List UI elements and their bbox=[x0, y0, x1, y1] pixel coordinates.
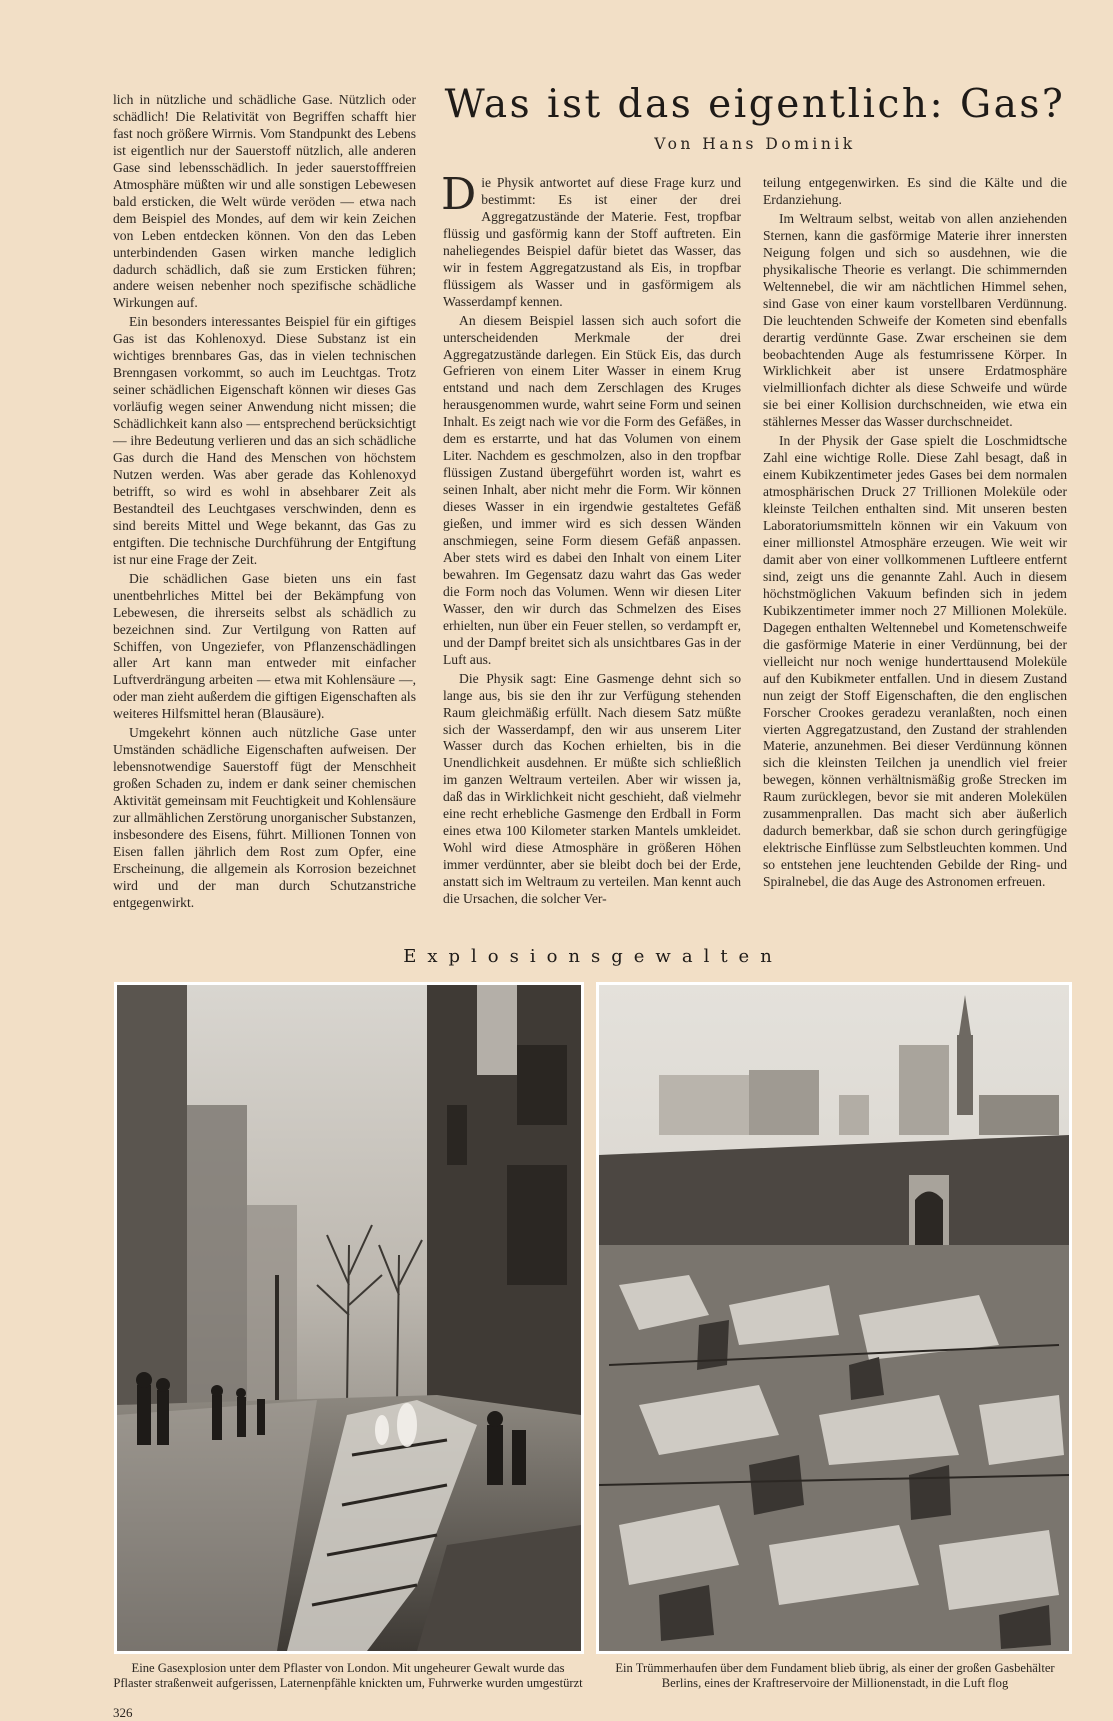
left-paragraph-3: Die schädlichen Gase bieten uns ein fast unentbehrliches Mittel bei der Bekämpfung von Lebewesen, die ihrerseits selbst als schädlich zu bezeichnen sind. Zur Vertilgung von Ratten auf Schiffen, von Ungeziefer, von Pflanzenschädlingen aller Art kann man entweder mit einfacher Luftverdrängung arbeiten — etwa mit Kohlensäure —, oder man zieht außerdem die giftigen Eigenschaften als weiteres Hilfsmittel heran (Blausäure). bbox=[113, 570, 416, 722]
right-paragraph-3: In der Physik der Gase spielt die Loschmidtsche Zahl eine wichtige Rolle. Diese Zahl besagt, daß in einem Kubikzentimeter jedes Gases bei dem normalen atmosphärischen Druck 27 Trillionen Moleküle oder kleinste Teilchen enthalten sind. Mit unseren besten Laboratoriumsmitteln können wir ein Vakuum von einer millionstel Atmosphäre erzeugen. Wie weit wir damit aber von einer vollkommenen Luftleere entfernt sind, zeigt uns die genannte Zahl. Auch in diesem höchstmöglichen Vakuum befinden sich in jedem Kubikzentimeter immer noch 27 Millionen Moleküle. Dagegen enthalten Weltennebel und Kometenschweife die gasförmige Materie in einer Verdünnung, bei der vielleicht nur noch wenige hunderttausend Moleküle auf den Kubikmeter entfallen. Und in diesem Zustand nun zeigt der Stoff Eigenschaften, die den englischen Forscher Crookes geradezu veranlaßten, noch einen vierten Aggregatzustand, den Zustand der strahlenden Materie, anzunehmen. Bei dieser Verdünnung können sich die kleinsten Teilchen ja unendlich viel freier bewegen, können verhältnismäßig große Strecken im Raum zurücklegen, bevor sie mit anderen Molekülen zusammenprallen. Das macht sich aber äußerlich dadurch bemerkbar, daß sie schon durch geringfügige elektrische Einflüsse zum Selbstleuchten kommen. Und so entstehen jene leuchtenden Gebilde der Ring- und Spiralnebel, die das Auge des Astronomen erfreuen. bbox=[763, 433, 1067, 890]
article-author: Von Hans Dominik bbox=[654, 135, 856, 153]
left-paragraph-1: lich in nützliche und schädliche Gase. Nützlich oder schädlich! Die Relativität von Begriffen schafft hier fast noch größere Wirrnis. Vom Standpunkt des Lebens ist eigentlich nur der Sauerstoff nützlich, alle anderen Gase sind lebensschädlich. In jeder sauerstofffreien Atmosphäre müßten wir und alle sonstigen Lebewesen bald ersticken, die Welt würde veröden — etwa nach dem Beispiel des Mondes, auf dem wir kein Zeichen von Leben entdecken können. Von den das Leben unterbindenden Gasen wirken manche lediglich dadurch schädlich, daß sie zum Ersticken führen; andere weisen nebenher noch spezifische schädliche Wirkungen auf. bbox=[113, 92, 416, 311]
right-text-column bbox=[763, 175, 1067, 891]
middle-paragraph-1-text: ie Physik antwortet auf diese Frage kurz und bestimmt: Es ist einer der drei Aggregatzustände der Materie. Fest, tropfbar flüssig und gasförmig kann der Stoff auftreten. Ein naheliegendes Beispiel dafür bietet das Wasser, das wir in festem Aggregatzustand als Eis, in tropfbar flüssigem als Wasser und in gasförmigem als Wasserdampf kennen. bbox=[443, 175, 741, 309]
middle-paragraph-3: Die Physik sagt: Eine Gasmenge dehnt sich so lange aus, bis sie den ihr zur Verfügung stehenden Raum gleichmäßig erfüllt. Nach diesem Satz müßte sich der Wasserdampf, den wir aus unserem Liter Wasser durch das Kochen erhielten, bis in die Unendlichkeit ausdehnen. Er müßte sich schließlich im ganzen Weltraum verteilen. Aber wir wissen ja, daß das in Wirklichkeit nicht geschieht, daß vielmehr eine recht erhebliche Gasmenge den Erdball in Form eines etwa 100 Kilometer starken Mantels umkleidet. Wohl wird diese Atmosphäre in größeren Höhen immer verdünnter, aber sie bleibt doch bei der Erde, anstatt sich im Weltraum zu verteilen. Man kennt auch die Ursachen, die solcher Ver- bbox=[443, 670, 741, 907]
caption-left: Eine Gasexplosion unter dem Pflaster von London. Mit ungeheurer Gewalt wurde das Pflaster straßenweit aufgerissen, Laternenpfähle knickten um, Fuhrwerke wurden umgestürzt bbox=[113, 1661, 583, 1690]
left-paragraph-2: Ein besonders interessantes Beispiel für ein giftiges Gas ist das Kohlenoxyd. Diese Substanz ist ein wichtiges brennbares Gas, das in vielen technischen Brenngasen vorkommt, so auch im Leuchtgas. Trotz seiner schädlichen Eigenschaft können wir dieses Gas vorläufig wegen seiner Anwendung nicht missen; die Schädlichkeit kann also — entsprechend berücksichtigt — ihre Bedeutung verlieren und das an sich schädliche Gas durch die Hand des Menschen von höchstem Nutzen werden. Was aber gerade das Kohlenoxyd betrifft, so wird es wohl in absehbarer Zeit als Bestandteil des Leuchtgases verschwinden, denn es sind bereits Mittel und Wege bekannt, das Gas zu entgiften. Die technische Durchführung der Entgiftung ist nur eine Frage der Zeit. bbox=[113, 314, 416, 567]
left-text-column bbox=[113, 92, 416, 912]
caption-right: Ein Trümmerhaufen über dem Fundament blieb übrig, als einer der großen Gasbehälter Berlins, eines der Kraftreservoire der Millionenstadt, in die Luft flog bbox=[615, 1661, 1055, 1690]
right-paragraph-1: teilung entgegenwirken. Es sind die Kälte und die Erdanziehung. bbox=[763, 175, 1067, 207]
rubble-image bbox=[599, 985, 1069, 1651]
section-heading: Explosionsgewalten bbox=[403, 946, 783, 967]
right-paragraph-2: Im Weltraum selbst, weitab von allen anziehenden Sternen, kann die gasförmige Materie ihrer innersten Neigung folgen und sich so ausdehnen, wie die physikalische Theorie es verlangt. Die schimmernden Weltennebel, die wir am nächtlichen Himmel sehen, sind Gase von einer kaum vorstellbaren Verdünnung. Die leuchtenden Schweife der Kometen sind ebenfalls derartig verdünnte Gase. Zwar erscheinen sie dem beobachtenden Auge als festumrissene Körper. In Wirklichkeit aber ist unsere Erdatmosphäre vielmillionfach dichter als diese Schweife und würde sie bei einer Kollision durchschneiden, wie etwa ein stählernes Messer das Wasser durchschneidet. bbox=[763, 210, 1067, 430]
page-number: 326 bbox=[113, 1705, 133, 1720]
left-paragraph-4: Umgekehrt können auch nützliche Gase unter Umständen schädliche Eigenschaften aufweisen. Der lebensnotwendige Sauerstoff fügt der Menschheit großen Schaden zu, indem er dank seiner chemischen Aktivität gemeinsam mit Feuchtigkeit und Kohlensäure zur allmählichen Zerstörung unorganischer Substanzen, insbesondere des Eisens, führt. Millionen Tonnen von Eisen fallen jährlich dem Rost zum Opfer, eine Erscheinung, die allgemein als Korrosion bezeichnet wird und der man durch Schutzanstriche entgegenwirkt. bbox=[113, 725, 416, 910]
street-explosion-image bbox=[117, 985, 581, 1651]
middle-paragraph-1 bbox=[441, 169, 741, 311]
middle-paragraph-2: An diesem Beispiel lassen sich auch sofort die unterscheidenden Merkmale der drei Aggregatzustände darlegen. Ein Stück Eis, das durch Gefrieren von einem Liter Wasser in einem Krug entstand und nach dem Zerschlagen des Kruges herausgenommen wurde, wahrt seine Form und seinen Inhalt. Es zeigt nach wie vor die Form des Gefäßes, in dem es erstarrte, und hat das Volumen von einem Liter. Nachdem es geschmolzen, also in den tropfbar flüssigen Zustand übergeführt worden ist, wahrt es seinen Inhalt, aber nicht mehr die Form. Wir können dieses Wasser in ein irgendwie gestaltetes Gefäß gießen, und immer wird es sich dessen Wänden anschmiegen, seine Form diesem Gefäß anpassen. Aber stets wird es dabei den Inhalt von einem Liter bewahren. Im Gegensatz dazu wahrt das Gas weder die Form noch das Volumen. Wenn wir diesen Liter Wasser, den wir durch das Schmelzen des Eises erhielten, nun über ein Feuer stellen, so verdampft er, und der Dampf breitet sich als unsichtbares Gas in der Luft aus. bbox=[443, 312, 741, 667]
photo-gas-explosion-london bbox=[114, 982, 584, 1654]
photo-gasholder-ruins-berlin bbox=[596, 982, 1072, 1654]
middle-text-column bbox=[441, 169, 741, 908]
article-title: Was ist das eigentlich: Gas? bbox=[444, 82, 1066, 127]
drop-cap: D bbox=[441, 169, 477, 220]
